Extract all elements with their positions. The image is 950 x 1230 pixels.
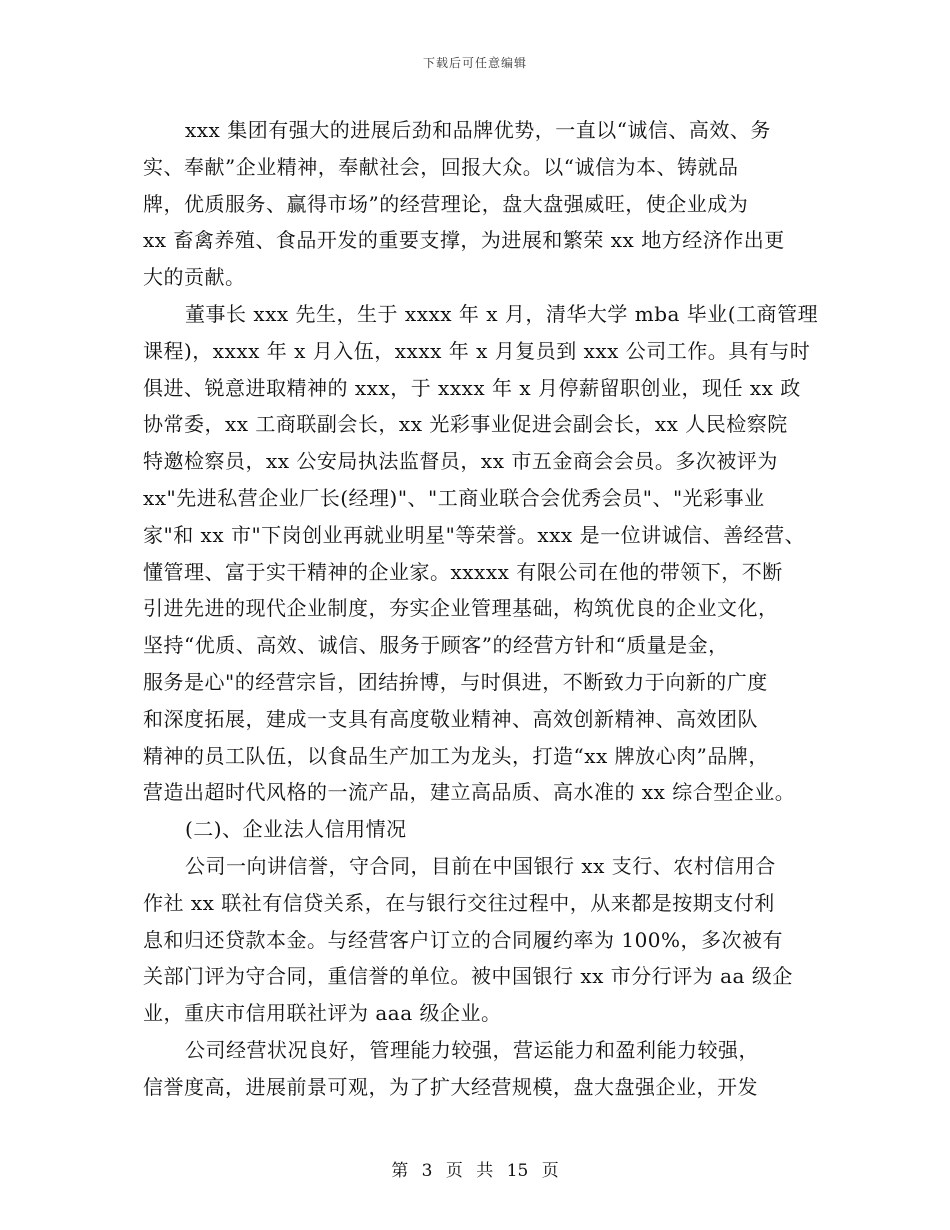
text-line: 息和归还贷款本金。与经营客户订立的合同履约率为 100%，多次被有 xyxy=(143,927,784,952)
text-line: 董事长 xxx 先生，生于 xxxx 年 x 月，清华大学 mba 毕业(工商管理 xyxy=(185,301,819,326)
text-line: 课程)，xxxx 年 x 月入伍，xxxx 年 x 月复员到 xxx 公司工作。具有与时 xyxy=(143,338,811,363)
text-line: 和深度拓展，建成一支具有高度敬业精神、高效创新精神、高效团队 xyxy=(143,706,758,731)
text-line: 营造出超时代风格的一流产品，建立高品质、高水准的 xx 综合型企业。 xyxy=(143,780,796,805)
text-line: 服务是心"的经营宗旨，团结拚博，与时俱进，不断致力于向新的广度 xyxy=(143,669,768,694)
text-line: 关部门评为守合同，重信誉的单位。被中国银行 xx 市分行评为 aa 级企 xyxy=(143,964,793,989)
text-line: 大的贡献。 xyxy=(143,265,246,290)
text-line: 公司一向讲信誉，守合同，目前在中国银行 xx 支行、农村信用合 xyxy=(185,853,776,878)
text-line: xx 畜禽养殖、食品开发的重要支撑，为进展和繁荣 xx 地方经济作出更 xyxy=(143,228,785,253)
text-line: 引进先进的现代企业制度，夯实企业管理基础，构筑优良的企业文化， xyxy=(143,596,779,621)
text-line: 业，重庆市信用联社评为 aaa 级企业。 xyxy=(143,1001,502,1026)
text-line: 信誉度高，进展前景可观，为了扩大经营规模，盘大盘强企业，开发 xyxy=(143,1074,758,1099)
text-line: 坚持“优质、高效、诚信、服务于顾客”的经营方针和“质量是金， xyxy=(143,633,729,658)
text-line: 实、奉献”企业精神，奉献社会，回报大众。以“诚信为本、铸就品 xyxy=(143,154,739,179)
text-line: 牌，优质服务、赢得市场”的经营理论，盘大盘强威旺，使企业成为 xyxy=(143,191,749,216)
text-line: xx"先进私营企业厂长(经理)"、"工商业联合会优秀会员"、"光彩事业 xyxy=(143,485,765,510)
text-line: 俱进、锐意进取精神的 xxx，于 xxxx 年 x 月停薪留职创业，现任 xx 政 xyxy=(143,375,801,400)
document-body xyxy=(143,112,819,1106)
text-line: 公司经营状况良好，管理能力较强，营运能力和盈利能力较强， xyxy=(185,1037,759,1062)
section-heading: (二)、企业法人信用情况 xyxy=(185,817,407,842)
page-header: 下载后可任意编辑 xyxy=(422,56,527,70)
text-line: xxx 集团有强大的进展后劲和品牌优势，一直以“诚信、高效、务 xyxy=(185,118,771,142)
text-line: 作社 xx 联社有信贷关系，在与银行交往过程中，从来都是按期支付利 xyxy=(143,890,775,915)
text-line: 家"和 xx 市"下岗创业再就业明星"等荣誉。xxx 是一位讲诚信、善经营、 xyxy=(143,522,806,547)
text-line: 精神的员工队伍，以食品生产加工为龙头，打造“xx 牌放心肉”品牌， xyxy=(143,743,769,768)
text-line: 懂管理、富于实干精神的企业家。xxxxx 有限公司在他的带领下，不断 xyxy=(143,559,783,584)
text-line: 特邀检察员，xx 公安局执法监督员，xx 市五金商会会员。多次被评为 xyxy=(143,449,778,474)
text-line: 协常委，xx 工商联副会长，xx 光彩事业促进会副会长，xx 人民检察院 xyxy=(143,412,788,437)
page-number: 第 3 页 共 15 页 xyxy=(391,1161,559,1181)
